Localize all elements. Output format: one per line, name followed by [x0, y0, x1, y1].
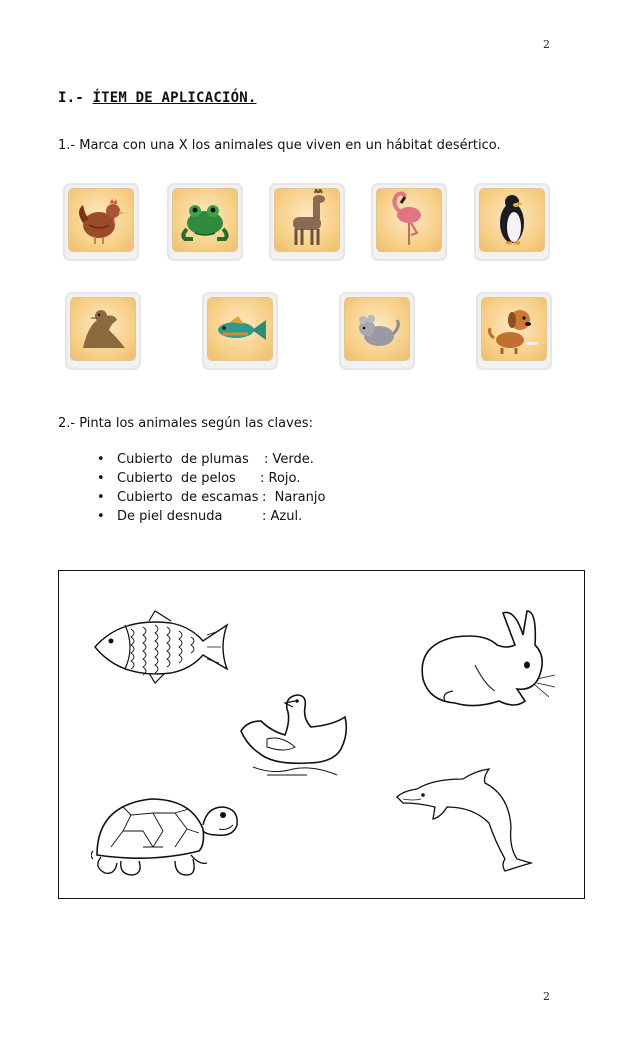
section-prefix: I.-: [58, 90, 93, 106]
bullet-icon: •: [97, 452, 105, 467]
page-number-top: 2: [543, 38, 550, 51]
animal-card-chinchilla[interactable]: [339, 292, 415, 370]
animal-card-flamingo[interactable]: [371, 183, 447, 261]
color-key-value: : Naranjo: [262, 490, 326, 505]
sea-lion-icon: [71, 298, 135, 360]
fish-outline-icon[interactable]: [91, 607, 231, 687]
color-key-label: De piel desnuda: [117, 509, 223, 524]
question-2-text: 2.- Pinta los animales según las claves:: [58, 416, 313, 431]
color-key-item: [97, 509, 303, 528]
question-1-text: 1.- Marca con una X los animales que viven en un hábitat desértico.: [58, 138, 501, 153]
coloring-area: [58, 570, 585, 899]
bullet-icon: •: [97, 471, 105, 486]
animal-card-frog[interactable]: [167, 183, 243, 261]
llama-icon: [275, 189, 339, 251]
bullet-icon: •: [97, 509, 105, 524]
animal-card-penguin[interactable]: [474, 183, 550, 261]
color-key-value: : Verde.: [264, 452, 314, 467]
animal-card-fish[interactable]: [202, 292, 278, 370]
color-key-label: Cubierto de plumas: [117, 452, 249, 467]
frog-icon: [173, 189, 237, 251]
color-key-list: [97, 452, 326, 528]
animal-card-llama[interactable]: [269, 183, 345, 261]
rabbit-outline-icon[interactable]: [415, 605, 555, 715]
color-key-label: Cubierto de escamas: [117, 490, 259, 505]
duck-outline-icon[interactable]: [237, 691, 357, 781]
animal-card-chicken[interactable]: [63, 183, 139, 261]
bullet-icon: •: [97, 490, 105, 505]
penguin-icon: [480, 189, 544, 251]
page-number-bottom: 2: [543, 990, 550, 1003]
section-title: [58, 90, 256, 106]
color-key-label: Cubierto de pelos: [117, 471, 236, 486]
color-key-item: [97, 471, 301, 490]
section-heading: ÍTEM DE APLICACIÓN.: [92, 90, 257, 106]
flamingo-icon: [377, 189, 441, 251]
chinchilla-icon: [345, 298, 409, 360]
fish-icon: [208, 298, 272, 360]
turtle-outline-icon[interactable]: [91, 785, 241, 885]
dog-icon: [482, 298, 546, 360]
color-key-item: [97, 452, 314, 471]
animal-card-sea-lion[interactable]: [65, 292, 141, 370]
color-key-value: : Azul.: [262, 509, 303, 524]
color-key-item: [97, 490, 326, 509]
color-key-value: : Rojo.: [260, 471, 301, 486]
dolphin-outline-icon[interactable]: [393, 767, 533, 877]
chicken-icon: [69, 189, 133, 251]
animal-card-dog[interactable]: [476, 292, 552, 370]
